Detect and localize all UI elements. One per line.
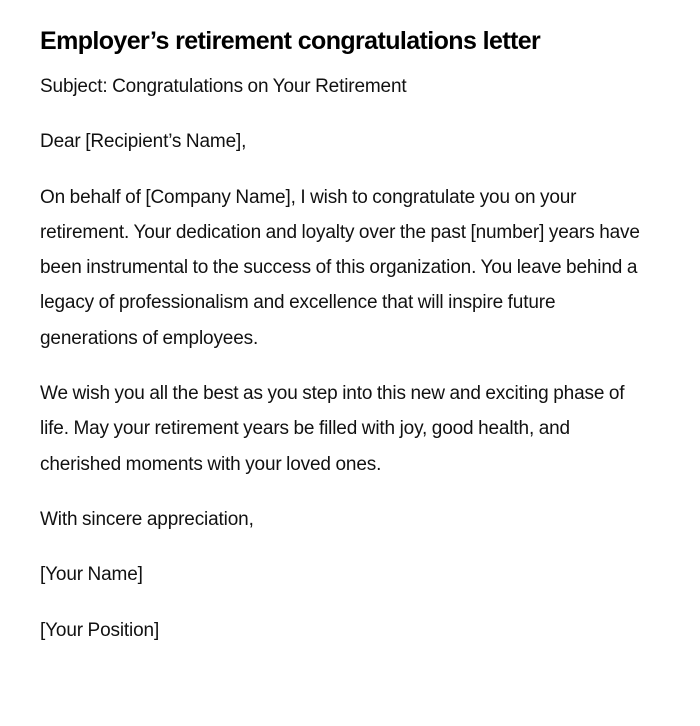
body-paragraph-2: We wish you all the best as you step into this new and exciting phase of life. May your retirement years be filled with joy, good health, and cherished moments with your loved ones. <box>40 383 625 475</box>
body-paragraph-1: On behalf of [Company Name], I wish to congratulate you on your retirement. Your dedication and loyalty over the past [number] years have been instrumental to the success of this organization. You leave behind a legacy of professionalism and excellence that will inspire future generations of employees. <box>40 186 640 349</box>
closing: With sincere appreciation, <box>40 508 254 530</box>
signature-name: [Your Name] <box>40 564 143 586</box>
salutation: Dear [Recipient’s Name], <box>40 131 247 153</box>
document-title: Employer’s retirement congratulations letter <box>40 27 541 55</box>
subject-line: Subject: Congratulations on Your Retirement <box>40 76 407 97</box>
signature-position: [Your Position] <box>40 619 160 641</box>
